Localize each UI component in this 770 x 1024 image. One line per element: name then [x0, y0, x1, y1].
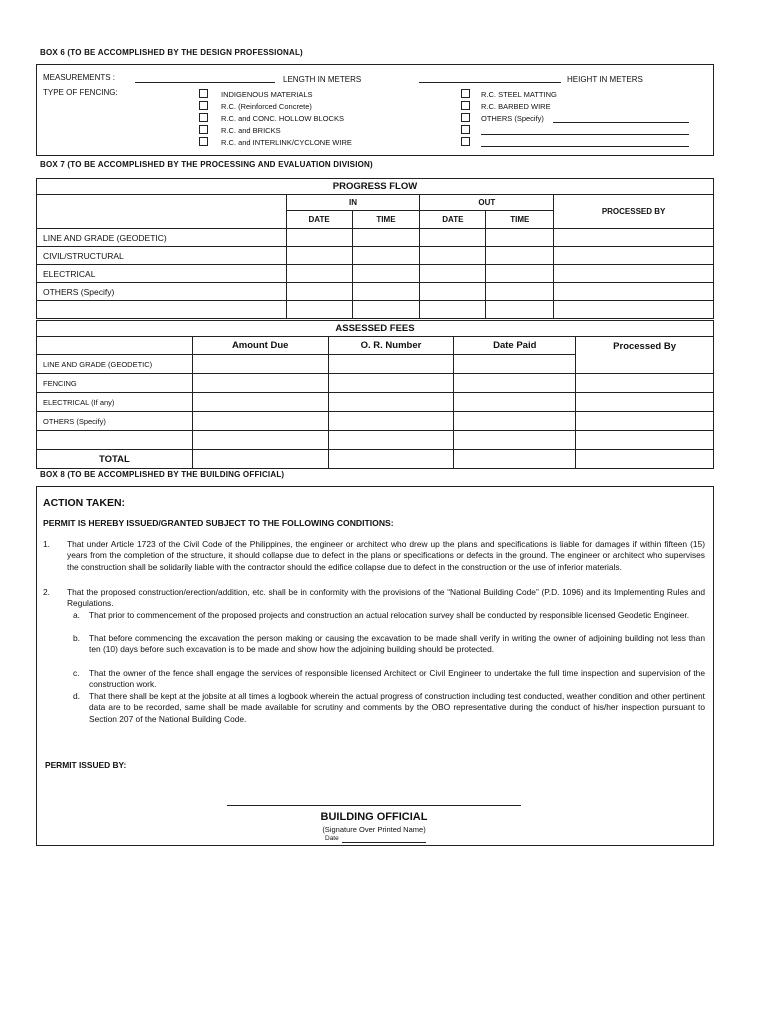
condition-2d-letter: d. — [73, 691, 80, 701]
permit-heading: PERMIT IS HEREBY ISSUED/GRANTED SUBJECT TO THE FOLLOWING CONDITIONS: — [43, 518, 394, 528]
progress-flow-table — [36, 178, 714, 319]
length-field[interactable] — [135, 82, 275, 83]
cell[interactable] — [328, 355, 454, 374]
or-number-header: O. R. Number — [328, 337, 454, 355]
blank-fee-header — [37, 337, 193, 355]
cell[interactable] — [328, 393, 454, 412]
condition-1-text: That under Article 1723 of the Civil Code of the Philippines, the engineer or architect who drew up the plans and specifications is liable for damages if within fifteen (15) years from the completion of the structure, it should collapse due to defect in the plans or specifications or defects in the ground. The engineer or architect who supervises the construction shall be solidarily liable with the contractor should the edifice collapse due to defect in the construction or the use of inferior materials. — [67, 539, 705, 572]
row-label: CIVIL/STRUCTURAL — [37, 247, 287, 265]
table-row — [37, 412, 714, 431]
cell[interactable] — [420, 283, 486, 301]
table-row — [37, 283, 714, 301]
cell[interactable] — [352, 247, 420, 265]
fee-row-blank[interactable] — [37, 431, 193, 450]
row-label-blank[interactable] — [37, 301, 287, 319]
cell[interactable] — [192, 412, 328, 431]
row-label: LINE AND GRADE (GEODETIC) — [37, 229, 287, 247]
checkbox-steel-matting[interactable] — [461, 89, 470, 98]
cell[interactable] — [420, 265, 486, 283]
option-barbed-wire: R.C. BARBED WIRE — [481, 102, 551, 111]
condition-2 — [43, 587, 705, 610]
row-label: ELECTRICAL — [37, 265, 287, 283]
cell[interactable] — [486, 265, 554, 283]
cell[interactable] — [192, 374, 328, 393]
cell[interactable] — [454, 393, 576, 412]
cell[interactable] — [420, 247, 486, 265]
option-steel-matting: R.C. STEEL MATTING — [481, 90, 557, 99]
cell[interactable] — [286, 229, 352, 247]
signature-line[interactable] — [227, 805, 521, 806]
condition-2d-text: That there shall be kept at the jobsite at all times a logbook wherein the actual progress of construction including test conducted, weather condition and other pertinent data are to be recorded, same shall be made available for scrutiny and comments by the OBO representative during the conduct of his/her inspection pursuant to Section 207 of the National Building Code. — [89, 691, 705, 724]
others-specify-field[interactable] — [553, 122, 689, 123]
fee-row-label: OTHERS (Specify) — [37, 412, 193, 431]
cell[interactable] — [554, 229, 714, 247]
option-rc: R.C. (Reinforced Concrete) — [221, 102, 312, 111]
in-date-header: DATE — [286, 211, 352, 229]
date-paid-header: Date Paid — [454, 337, 576, 355]
checkbox-blank-1[interactable] — [461, 125, 470, 134]
cell[interactable] — [420, 301, 486, 319]
checkbox-barbed-wire[interactable] — [461, 101, 470, 110]
amount-due-header: Amount Due — [192, 337, 328, 355]
cell[interactable] — [454, 450, 576, 469]
table-row — [37, 301, 714, 319]
checkbox-others[interactable] — [461, 113, 470, 122]
processed-by-header: PROCESSED BY — [554, 195, 714, 229]
option-rc-chb: R.C. and CONC. HOLLOW BLOCKS — [221, 114, 344, 123]
cell[interactable] — [192, 355, 328, 374]
condition-2c — [43, 668, 705, 691]
cell[interactable] — [352, 229, 420, 247]
cell[interactable] — [486, 229, 554, 247]
row-label: OTHERS (Specify) — [37, 283, 287, 301]
date-field[interactable] — [342, 842, 426, 843]
measurements-label: MEASUREMENTS : — [43, 73, 116, 82]
condition-2a-letter: a. — [73, 610, 80, 620]
cell[interactable] — [286, 265, 352, 283]
checkbox-rc-bricks[interactable] — [199, 125, 208, 134]
cell[interactable] — [328, 374, 454, 393]
height-field[interactable] — [419, 82, 561, 83]
cell[interactable] — [352, 301, 420, 319]
condition-2c-letter: c. — [73, 668, 80, 678]
fencing-label: TYPE OF FENCING: — [43, 88, 118, 97]
cell[interactable] — [454, 412, 576, 431]
condition-2b-text: That before commencing the excavation the person making or causing the excavation to be made shall verify in writing the owner of adjoining building not less than ten (10) days before such excavation is to be made and show how the adjoining building should be protected. — [89, 633, 705, 655]
table-row — [37, 374, 714, 393]
cell[interactable] — [554, 301, 714, 319]
cell[interactable] — [286, 247, 352, 265]
table-row — [37, 247, 714, 265]
checkbox-rc-chb[interactable] — [199, 113, 208, 122]
cell[interactable] — [328, 431, 454, 450]
cell[interactable] — [576, 412, 714, 431]
option-indigenous: INDIGENOUS MATERIALS — [221, 90, 313, 99]
cell[interactable] — [554, 265, 714, 283]
processed-by-fees-header: Processed By — [576, 337, 714, 374]
height-label: HEIGHT IN METERS — [567, 75, 643, 84]
assessed-fees-table — [36, 320, 714, 469]
box6-frame — [36, 64, 714, 156]
cell[interactable] — [486, 247, 554, 265]
out-header: OUT — [420, 195, 554, 211]
condition-2-text: That the proposed construction/erection/addition, etc. shall be in conformity with the provisions of the “National Building Code” (P.D. 1096) and its Implementing Rules and Regulations. — [67, 587, 705, 609]
box6-title: BOX 6 (TO BE ACCOMPLISHED BY THE DESIGN PROFESSIONAL) — [40, 48, 303, 57]
fee-row-label: FENCING — [37, 374, 193, 393]
box7-title: BOX 7 (TO BE ACCOMPLISHED BY THE PROCESSING AND EVALUATION DIVISION) — [40, 160, 373, 169]
checkbox-rc[interactable] — [199, 101, 208, 110]
checkbox-blank-2[interactable] — [461, 137, 470, 146]
checkbox-rc-interlink[interactable] — [199, 137, 208, 146]
fee-row-label: ELECTRICAL (If any) — [37, 393, 193, 412]
action-taken-label: ACTION TAKEN: — [43, 497, 126, 509]
option-rc-interlink: R.C. and INTERLINK/CYCLONE WIRE — [221, 138, 352, 147]
signature-caption: (Signature Over Printed Name) — [322, 825, 426, 834]
cell[interactable] — [576, 374, 714, 393]
fee-row-label: LINE AND GRADE (GEODETIC) — [37, 355, 193, 374]
cell[interactable] — [454, 374, 576, 393]
assessed-fees-header: ASSESSED FEES — [37, 321, 714, 337]
blank-header-cell — [37, 195, 287, 229]
condition-2a — [43, 610, 705, 621]
condition-2-number: 2. — [43, 587, 50, 597]
date-label: Date — [325, 835, 339, 842]
building-official-label: BUILDING OFFICIAL — [320, 811, 428, 823]
in-header: IN — [286, 195, 420, 211]
in-time-header: TIME — [352, 211, 420, 229]
table-row — [37, 265, 714, 283]
cell[interactable] — [328, 450, 454, 469]
permit-issued-by-label: PERMIT ISSUED BY: — [45, 760, 127, 770]
progress-flow-header: PROGRESS FLOW — [37, 179, 714, 195]
cell[interactable] — [352, 265, 420, 283]
condition-2c-text: That the owner of the fence shall engage the services of responsible licensed Architect or Civil Engineer to undertake the full time inspection and supervision of the construction work. — [89, 668, 705, 690]
cell[interactable] — [454, 431, 576, 450]
cell[interactable] — [486, 301, 554, 319]
cell[interactable] — [192, 431, 328, 450]
cell[interactable] — [576, 393, 714, 412]
condition-2d — [43, 691, 705, 725]
condition-1-number: 1. — [43, 539, 50, 549]
box8-title: BOX 8 (TO BE ACCOMPLISHED BY THE BUILDING OFFICIAL) — [40, 470, 285, 479]
cell[interactable] — [454, 355, 576, 374]
option-rc-bricks: R.C. and BRICKS — [221, 126, 281, 135]
option-others: OTHERS (Specify) — [481, 114, 544, 123]
cell[interactable] — [352, 283, 420, 301]
cell[interactable] — [192, 393, 328, 412]
cell[interactable] — [286, 301, 352, 319]
box8-frame — [36, 486, 714, 846]
length-label: LENGTH IN METERS — [283, 75, 362, 84]
cell[interactable] — [576, 450, 714, 469]
out-date-header: DATE — [420, 211, 486, 229]
cell[interactable] — [554, 283, 714, 301]
table-row — [37, 393, 714, 412]
cell[interactable] — [286, 283, 352, 301]
condition-2b — [43, 633, 705, 656]
total-amount-cell[interactable] — [192, 450, 328, 469]
out-time-header: TIME — [486, 211, 554, 229]
condition-2a-text: That prior to commencement of the proposed projects and construction an actual relocation survey shall be conducted by responsible licensed Geodetic Engineer. — [89, 610, 690, 620]
condition-2b-letter: b. — [73, 633, 80, 643]
blank-field-2[interactable] — [481, 146, 689, 147]
checkbox-indigenous[interactable] — [199, 89, 208, 98]
blank-field-1[interactable] — [481, 134, 689, 135]
cell[interactable] — [420, 229, 486, 247]
table-row — [37, 431, 714, 450]
total-label: TOTAL — [37, 450, 193, 469]
cell[interactable] — [486, 283, 554, 301]
table-row — [37, 229, 714, 247]
cell[interactable] — [328, 412, 454, 431]
condition-1 — [43, 539, 705, 573]
cell[interactable] — [554, 247, 714, 265]
cell[interactable] — [576, 431, 714, 450]
